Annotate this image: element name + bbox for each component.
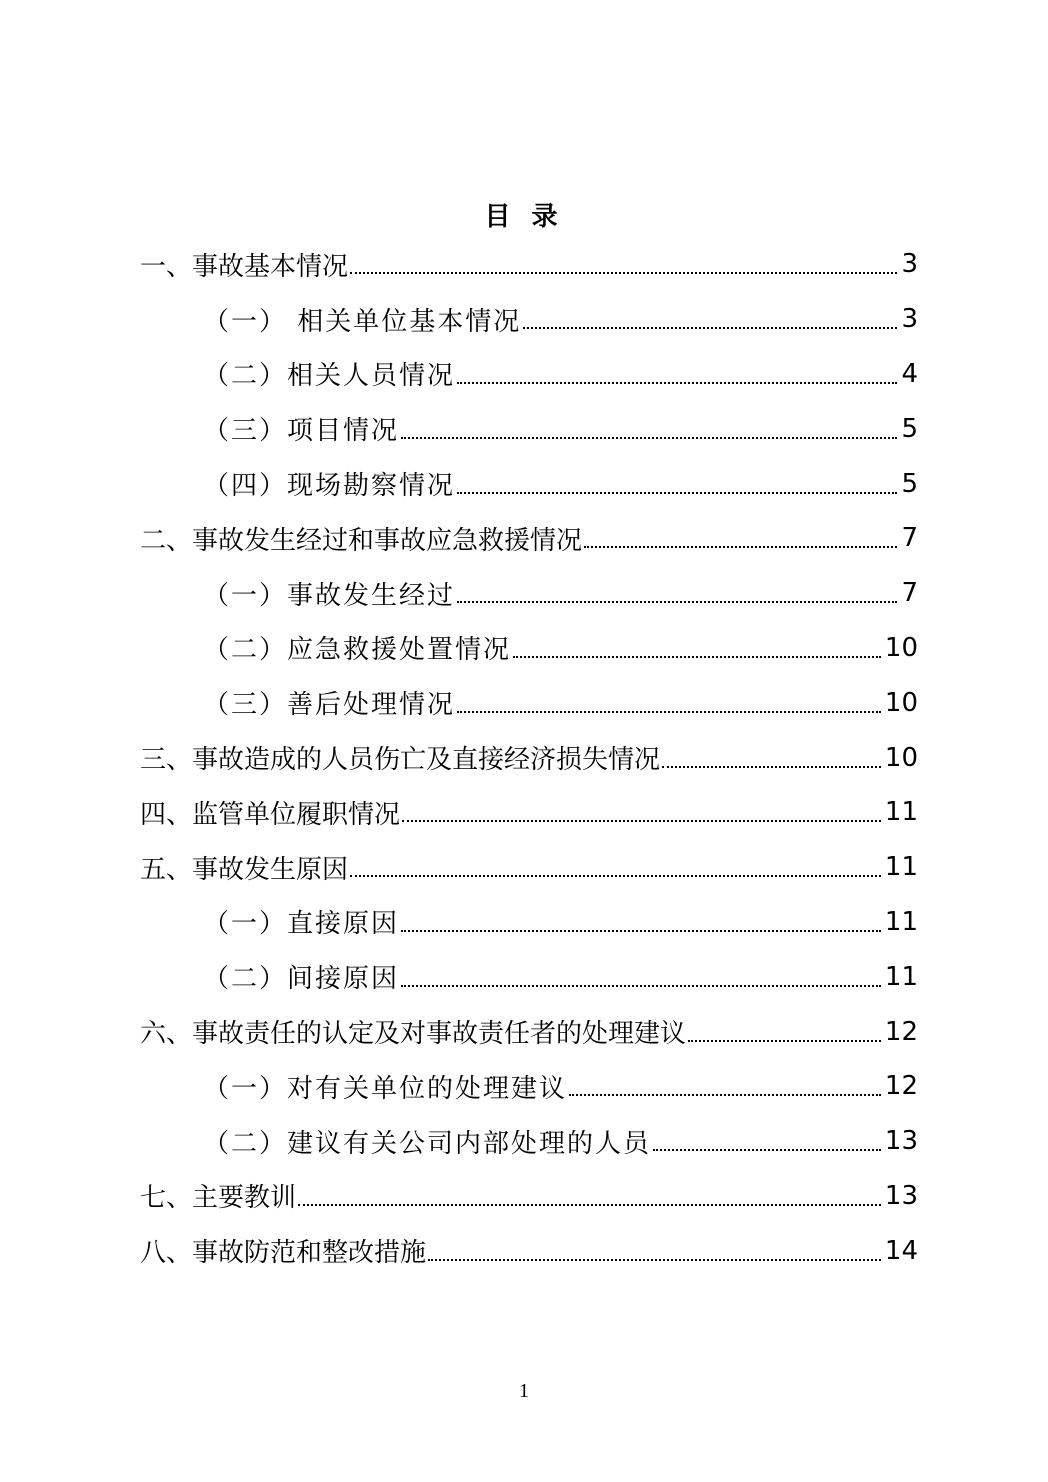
toc-page-number: 5 xyxy=(901,468,918,499)
toc-page-number: 12 xyxy=(884,1071,918,1102)
toc-entry-section-3[interactable] xyxy=(140,730,918,785)
toc-entry-title: 一、事故基本情况 xyxy=(140,251,349,282)
toc-entry-title: （二）间接原因 xyxy=(203,964,400,995)
toc-entry-title: （三）善后处理情况 xyxy=(203,690,456,721)
dot-leader xyxy=(401,912,881,932)
toc-entry-subsection-2-3[interactable] xyxy=(140,675,918,730)
toc-entry-title: （三）项目情况 xyxy=(203,416,400,447)
toc-entry-subsection-2-2[interactable] xyxy=(140,621,918,676)
toc-page-number: 11 xyxy=(884,797,918,828)
toc-entry-title: 四、监管单位履职情况 xyxy=(140,799,401,830)
toc-page-number: 14 xyxy=(884,1235,918,1266)
dot-leader xyxy=(401,967,881,987)
toc-entry-title: （四）现场勘察情况 xyxy=(203,471,456,502)
dot-leader xyxy=(513,638,881,658)
dot-leader xyxy=(428,1241,881,1261)
page-title: 目 录 xyxy=(484,202,564,232)
toc-entry-subsection-5-2[interactable] xyxy=(140,949,918,1004)
toc-entry-subsection-6-1[interactable] xyxy=(140,1059,918,1114)
dot-leader xyxy=(298,1186,881,1206)
dot-leader xyxy=(350,857,881,877)
toc-entry-title: 二、事故发生经过和事故应急救援情况 xyxy=(140,525,583,556)
dot-leader xyxy=(457,693,881,713)
toc-entry-section-1[interactable] xyxy=(140,237,918,292)
toc-page-number: 3 xyxy=(901,304,918,335)
toc-entry-title: （二）应急救援处置情况 xyxy=(203,635,512,666)
toc-entry-section-8[interactable] xyxy=(140,1223,918,1278)
toc-entry-title: （一）直接原因 xyxy=(203,909,400,940)
toc-entry-subsection-1-4[interactable] xyxy=(140,456,918,511)
toc-page-number: 3 xyxy=(901,249,918,280)
toc-entry-title: 五、事故发生原因 xyxy=(140,854,349,885)
toc-entry-title: （一）事故发生经过 xyxy=(203,580,456,611)
dot-leader xyxy=(569,1076,881,1096)
dot-leader xyxy=(523,309,897,329)
toc-page-number: 13 xyxy=(884,1180,918,1211)
dot-leader xyxy=(457,364,897,384)
toc-page-number: 12 xyxy=(884,1016,918,1047)
toc-page-number: 13 xyxy=(884,1126,918,1157)
toc-page-number: 11 xyxy=(884,852,918,883)
toc-entry-title: （二）建议有关公司内部处理的人员 xyxy=(203,1128,652,1159)
toc-page-number: 7 xyxy=(901,578,918,609)
toc-entry-title: （二）相关人员情况 xyxy=(203,361,456,392)
toc-entry-title: （一）对有关单位的处理建议 xyxy=(203,1073,568,1104)
toc-page-number: 5 xyxy=(901,413,918,444)
dot-leader xyxy=(662,748,881,768)
toc-entry-title: 六、事故责任的认定及对事故责任者的处理建议 xyxy=(140,1019,687,1050)
table-of-contents xyxy=(140,237,918,1278)
toc-page-number: 7 xyxy=(901,523,918,554)
dot-leader xyxy=(457,583,897,603)
dot-leader xyxy=(653,1131,881,1151)
toc-page-number: 10 xyxy=(884,632,918,663)
dot-leader xyxy=(350,254,897,274)
dot-leader xyxy=(584,528,897,548)
toc-entry-section-2[interactable] xyxy=(140,511,918,566)
footer-page-number: 1 xyxy=(519,1380,529,1402)
dot-leader xyxy=(402,802,881,822)
toc-entry-title: 三、事故造成的人员伤亡及直接经济损失情况 xyxy=(140,745,661,776)
toc-entry-title: 七、主要教训 xyxy=(140,1183,297,1214)
dot-leader xyxy=(401,419,897,439)
toc-entry-title: 八、事故防范和整改措施 xyxy=(140,1238,427,1269)
toc-entry-section-4[interactable] xyxy=(140,785,918,840)
toc-page-number: 10 xyxy=(884,742,918,773)
toc-page-number: 11 xyxy=(884,961,918,992)
toc-entry-section-5[interactable] xyxy=(140,840,918,895)
dot-leader xyxy=(457,474,897,494)
toc-entry-subsection-5-1[interactable] xyxy=(140,895,918,950)
dot-leader xyxy=(688,1022,881,1042)
toc-page-number: 11 xyxy=(884,906,918,937)
toc-entry-subsection-1-2[interactable] xyxy=(140,347,918,402)
toc-entry-section-7[interactable] xyxy=(140,1169,918,1224)
toc-entry-section-6[interactable] xyxy=(140,1004,918,1059)
toc-page-number: 10 xyxy=(884,687,918,718)
toc-entry-subsection-1-3[interactable] xyxy=(140,401,918,456)
toc-entry-subsection-2-1[interactable] xyxy=(140,566,918,621)
toc-entry-subsection-6-2[interactable] xyxy=(140,1114,918,1169)
toc-entry-title: （一） 相关单位基本情况 xyxy=(203,306,522,337)
toc-page-number: 4 xyxy=(901,358,918,389)
toc-entry-subsection-1-1[interactable] xyxy=(140,292,918,347)
